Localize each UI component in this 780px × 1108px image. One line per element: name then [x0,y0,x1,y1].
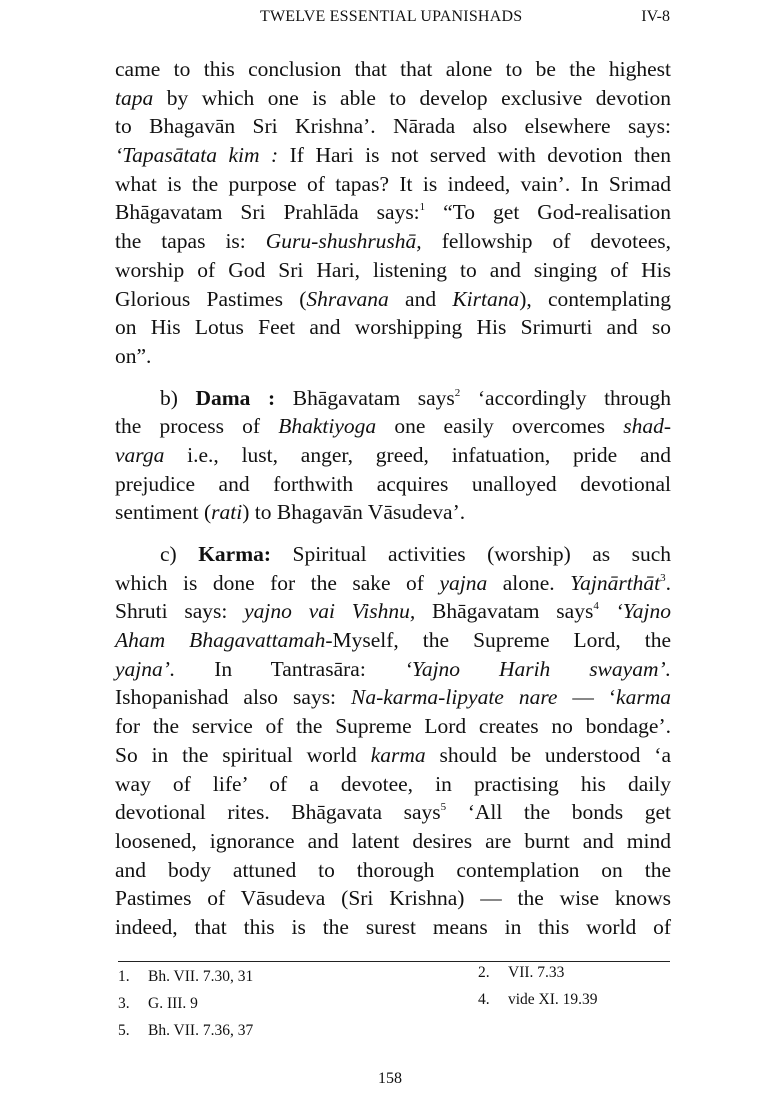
running-header [0,8,780,32]
footnote-5 [118,1022,253,1040]
text-run: i.e., lust, anger, greed, infatuation, pride and [164,442,671,467]
text-line [115,655,671,684]
text-line [115,384,671,413]
text-run: what is the purpose of tapas? It is indeed, vain’. In Srimad [115,171,671,196]
text-run: on His Lotus Feet and worshipping His Srimurti and so [115,315,671,340]
text-run: Bhāgavatam says [275,385,455,410]
section-number: IV-8 [641,8,670,25]
text-run: fellowship of devotees, [421,229,671,254]
text-line [115,540,671,569]
text-run: . [665,570,672,595]
text-line [115,741,671,770]
page-number: 158 [378,1070,402,1087]
italic-term: Yajnārthāt [570,570,661,595]
text-line [115,498,671,527]
text-run: on”. [115,343,152,368]
footnote-number: 2. [478,964,490,981]
text-run: loosened, ignorance and latent desires are burnt and mind [115,828,671,853]
text-run: by which one is able to develop exclusive devotion [153,85,671,110]
italic-term: shad- [623,414,671,439]
text-run: the process of [115,414,279,439]
footnote-number: 5. [118,1022,130,1039]
text-run: prejudice and forthwith acquires unalloyed devotional [115,471,671,496]
text-line [115,856,671,885]
text-line [115,170,671,199]
paragraph-gap [115,527,671,540]
footnote-4 [478,991,598,1009]
text-line [115,141,671,170]
text-line [115,712,671,741]
text-run: ‘accordingly through [460,385,671,410]
footnote-1 [118,968,253,986]
text-run: and body attuned to thorough contemplation on the [115,857,671,882]
text-line [115,597,671,626]
paragraph [115,540,671,942]
italic-term: Aham Bhagavattamah [115,628,326,653]
text-line [115,827,671,856]
footnote-number: 1. [118,968,130,985]
text-line [115,798,671,827]
text-line [115,227,671,256]
italic-term: karma [370,742,426,767]
footnote-ref: 3 [660,571,666,584]
italic-term: Shravana [306,286,389,311]
paragraph [115,55,671,371]
italic-term: Kirtana [452,286,520,311]
book-title: TWELVE ESSENTIAL UPANISHADS [260,8,523,25]
text-run: alone. [487,570,571,595]
italic-term: Bhaktiyoga [278,414,377,439]
text-run: worship of God Sri Hari, listening to and singing of His [115,257,671,282]
footnote-ref: 4 [593,600,599,613]
italic-term: karma [616,685,671,710]
text-run: devotional rites. Bhāgavata says [115,800,441,825]
text-run [599,599,616,623]
text-run: — ‘ [557,685,617,710]
paragraph-gap [115,371,671,384]
text-run: way of life’ of a devotee, in practising his daily [115,771,671,796]
text-run: and [388,286,453,311]
italic-term: varga [115,442,165,467]
body-text [115,55,671,942]
text-line [115,470,671,499]
text-run: If Hari is not served with devotion then [278,143,671,168]
text-run: the tapas is: [115,229,266,254]
text-line [115,256,671,285]
footnote-ref: 2 [454,386,461,399]
italic-term: yajno vai Vishnu, [244,599,416,624]
text-run: sentiment ( [115,500,212,525]
italic-term: ‘Yajno [615,599,671,624]
text-line [115,112,671,141]
italic-term: Na-karma-lipyate nare [351,685,558,710]
text-run: Bhāgavatam says [415,599,594,624]
footnote-text: Bh. VII. 7.36, 37 [148,1022,254,1039]
text-run: Shruti says: [115,599,245,624]
footnote-text: Bh. VII. 7.30, 31 [148,968,254,985]
bold-term: Dama : [195,385,276,410]
italic-term: yajna [439,570,488,595]
text-run: Ishopanishad also says: [115,685,351,710]
text-run: -Myself, the Supreme Lord, the [325,628,672,653]
text-line [115,412,671,441]
text-run: ), contemplating [519,286,672,311]
text-line [115,313,671,342]
text-run: one easily overcomes [376,414,624,439]
text-run: b) [160,385,196,410]
bold-term: Karma: [198,542,272,566]
italic-term: ‘Tapasātata kim : [115,143,279,168]
text-run: Glorious Pastimes ( [115,286,307,311]
text-run: Pastimes of Vāsudeva (Sri Krishna) — the wise knows [115,886,671,911]
text-run: indeed, that this is the surest means in this world of [115,914,671,939]
text-run: came to this conclusion that that alone to be the highest [115,57,671,81]
text-line [115,285,671,314]
text-line [115,683,671,712]
footnote-divider [118,961,670,962]
text-run: to Bhagavān Sri Krishna’. Nārada also elsewhere says: [115,114,671,139]
text-line [115,55,671,84]
text-run: should be understood ‘a [425,742,671,767]
text-run: So in the spiritual world [115,742,371,767]
text-run: ‘All the bonds get [446,800,671,825]
text-run: c) [160,542,199,566]
text-line [115,441,671,470]
italic-term: yajna’. [115,656,176,681]
text-line [115,569,671,598]
text-line [115,770,671,799]
footnote-number: 3. [118,995,130,1012]
italic-term: rati [211,500,243,525]
italic-term: Guru-shushrushā, [265,229,422,254]
text-run: which is done for the sake of [115,570,440,595]
text-line [115,884,671,913]
italic-term: tapa [115,85,154,110]
footnote-number: 4. [478,991,490,1008]
footnote-text: vide XI. 19.39 [508,991,598,1008]
footnote-text: VII. 7.33 [508,964,565,981]
text-line [115,342,671,371]
text-run: Spiritual activities (worship) as such [271,542,671,566]
text-run: “To get God-realisation [425,200,671,225]
text-line [115,913,671,942]
paragraph [115,384,671,527]
text-line [115,84,671,113]
footnote-3 [118,995,198,1013]
text-line [115,626,671,655]
italic-term: ‘Yajno Harih swayam’. [404,656,672,681]
text-run: for the service of the Supreme Lord creates no bondage’. [115,714,671,739]
text-run: ) to Bhagavān Vāsudeva’. [242,500,466,525]
text-line [115,198,671,227]
footnote-ref: 5 [440,801,447,814]
footnote-text: G. III. 9 [148,995,198,1012]
text-run: Bhāgavatam Sri Prahlāda says: [115,200,420,225]
text-run: In Tantrasāra: [175,656,405,681]
footnote-2 [478,964,564,982]
footnote-ref: 1 [419,201,426,214]
